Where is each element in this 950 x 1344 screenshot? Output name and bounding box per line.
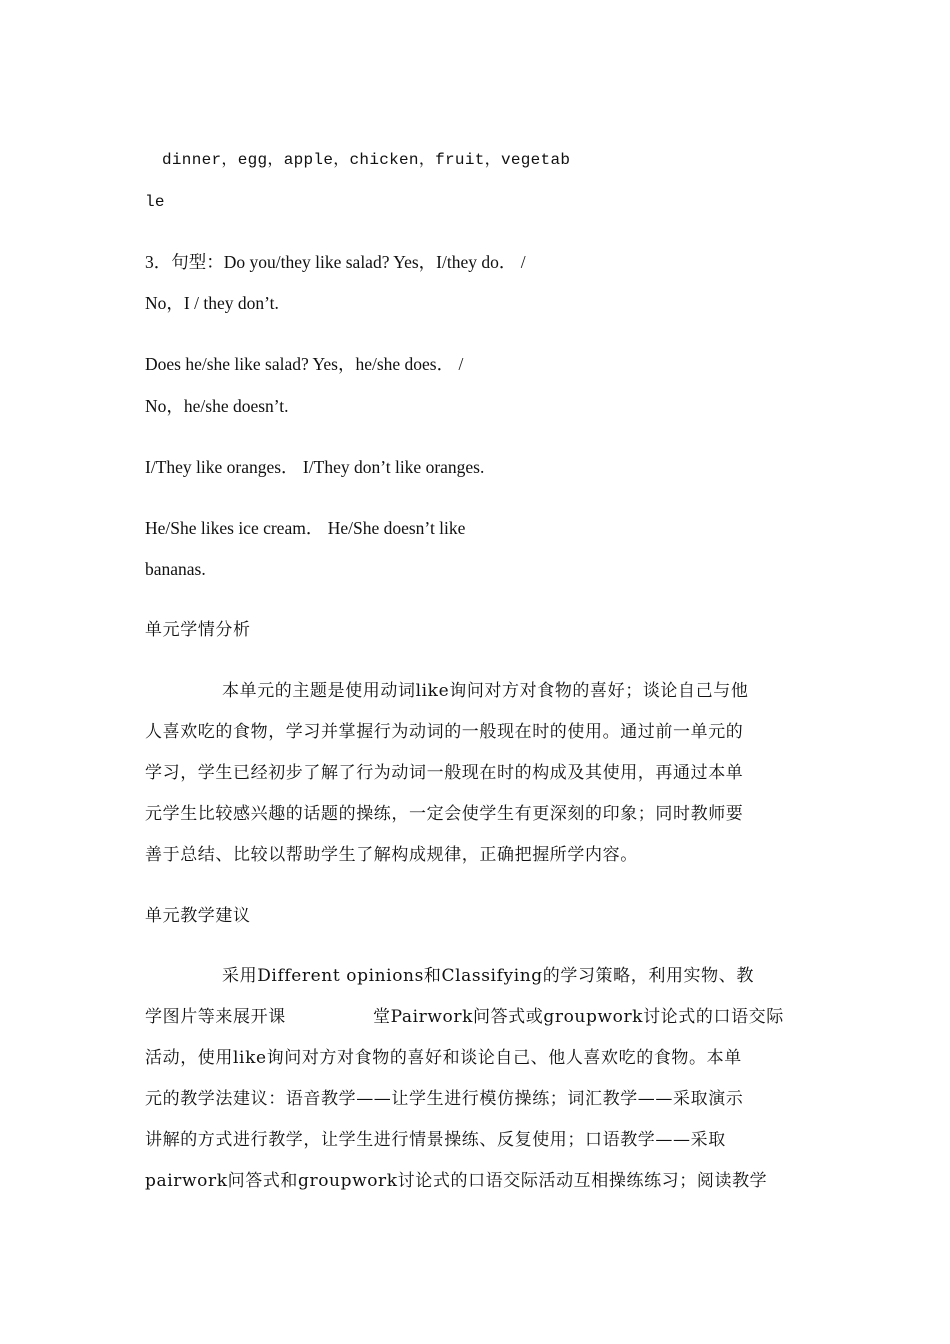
analysis-line-2: 人喜欢吃的食物，学习并掌握行为动词的一般现在时的使用。通过前一单元的 [145,722,744,742]
suggestions-line-4: 元的教学法建议：语音教学——让学生进行模仿操练；词汇教学——采取演示 [145,1089,744,1109]
pattern-1-line-1: 3．句型：Do you/they like salad? Yes，I/they do． / [145,252,526,272]
analysis-line-4: 元学生比较感兴趣的话题的操练，一定会使学生有更深刻的印象；同时教师要 [145,804,744,824]
vocab-line-1: dinner，egg，apple，chicken，fruit，vegetab [162,151,571,169]
suggestions-line-6: pairwork问答式和groupwork讨论式的口语交际活动互相操练练习；阅读教学 [145,1171,768,1191]
analysis-line-3: 学习，学生已经初步了解了行为动词一般现在时的构成及其使用，再通过本单 [145,763,744,783]
pattern-4-line-2: bananas. [145,559,206,579]
suggestions-line-5: 讲解的方式进行教学，让学生进行情景操练、反复使用；口语教学——采取 [145,1130,726,1150]
pattern-2-line-2: No，he/she doesn’t. [145,396,289,416]
suggestions-line-2b: 堂Pairwork问答式或groupwork讨论式的口语交际 [373,1007,784,1027]
suggestions-line-1: 采用Different opinions和Classifying的学习策略，利用实物、教 [222,966,754,986]
pattern-2-line-1: Does he/she like salad? Yes，he/she does． / [145,354,464,374]
vocab-line-2: le [145,193,165,211]
suggestions-line-2a: 学图片等来展开课 [145,1007,286,1027]
analysis-line-5: 善于总结、比较以帮助学生了解构成规律，正确把握所学内容。 [145,845,638,865]
suggestions-heading: 单元教学建议 [145,906,251,926]
analysis-line-1: 本单元的主题是使用动词like询问对方对食物的喜好；谈论自己与他 [222,681,749,701]
pattern-4-line-1: He/She likes ice cream． He/She doesn’t like [145,518,466,538]
suggestions-line-3: 活动，使用like询问对方对食物的喜好和谈论自己、他人喜欢吃的食物。本单 [145,1048,742,1068]
pattern-3: I/They like oranges． I/They don’t like oranges. [145,457,485,477]
pattern-1-line-2: No，I / they don’t. [145,293,279,313]
analysis-heading: 单元学情分析 [145,620,251,640]
